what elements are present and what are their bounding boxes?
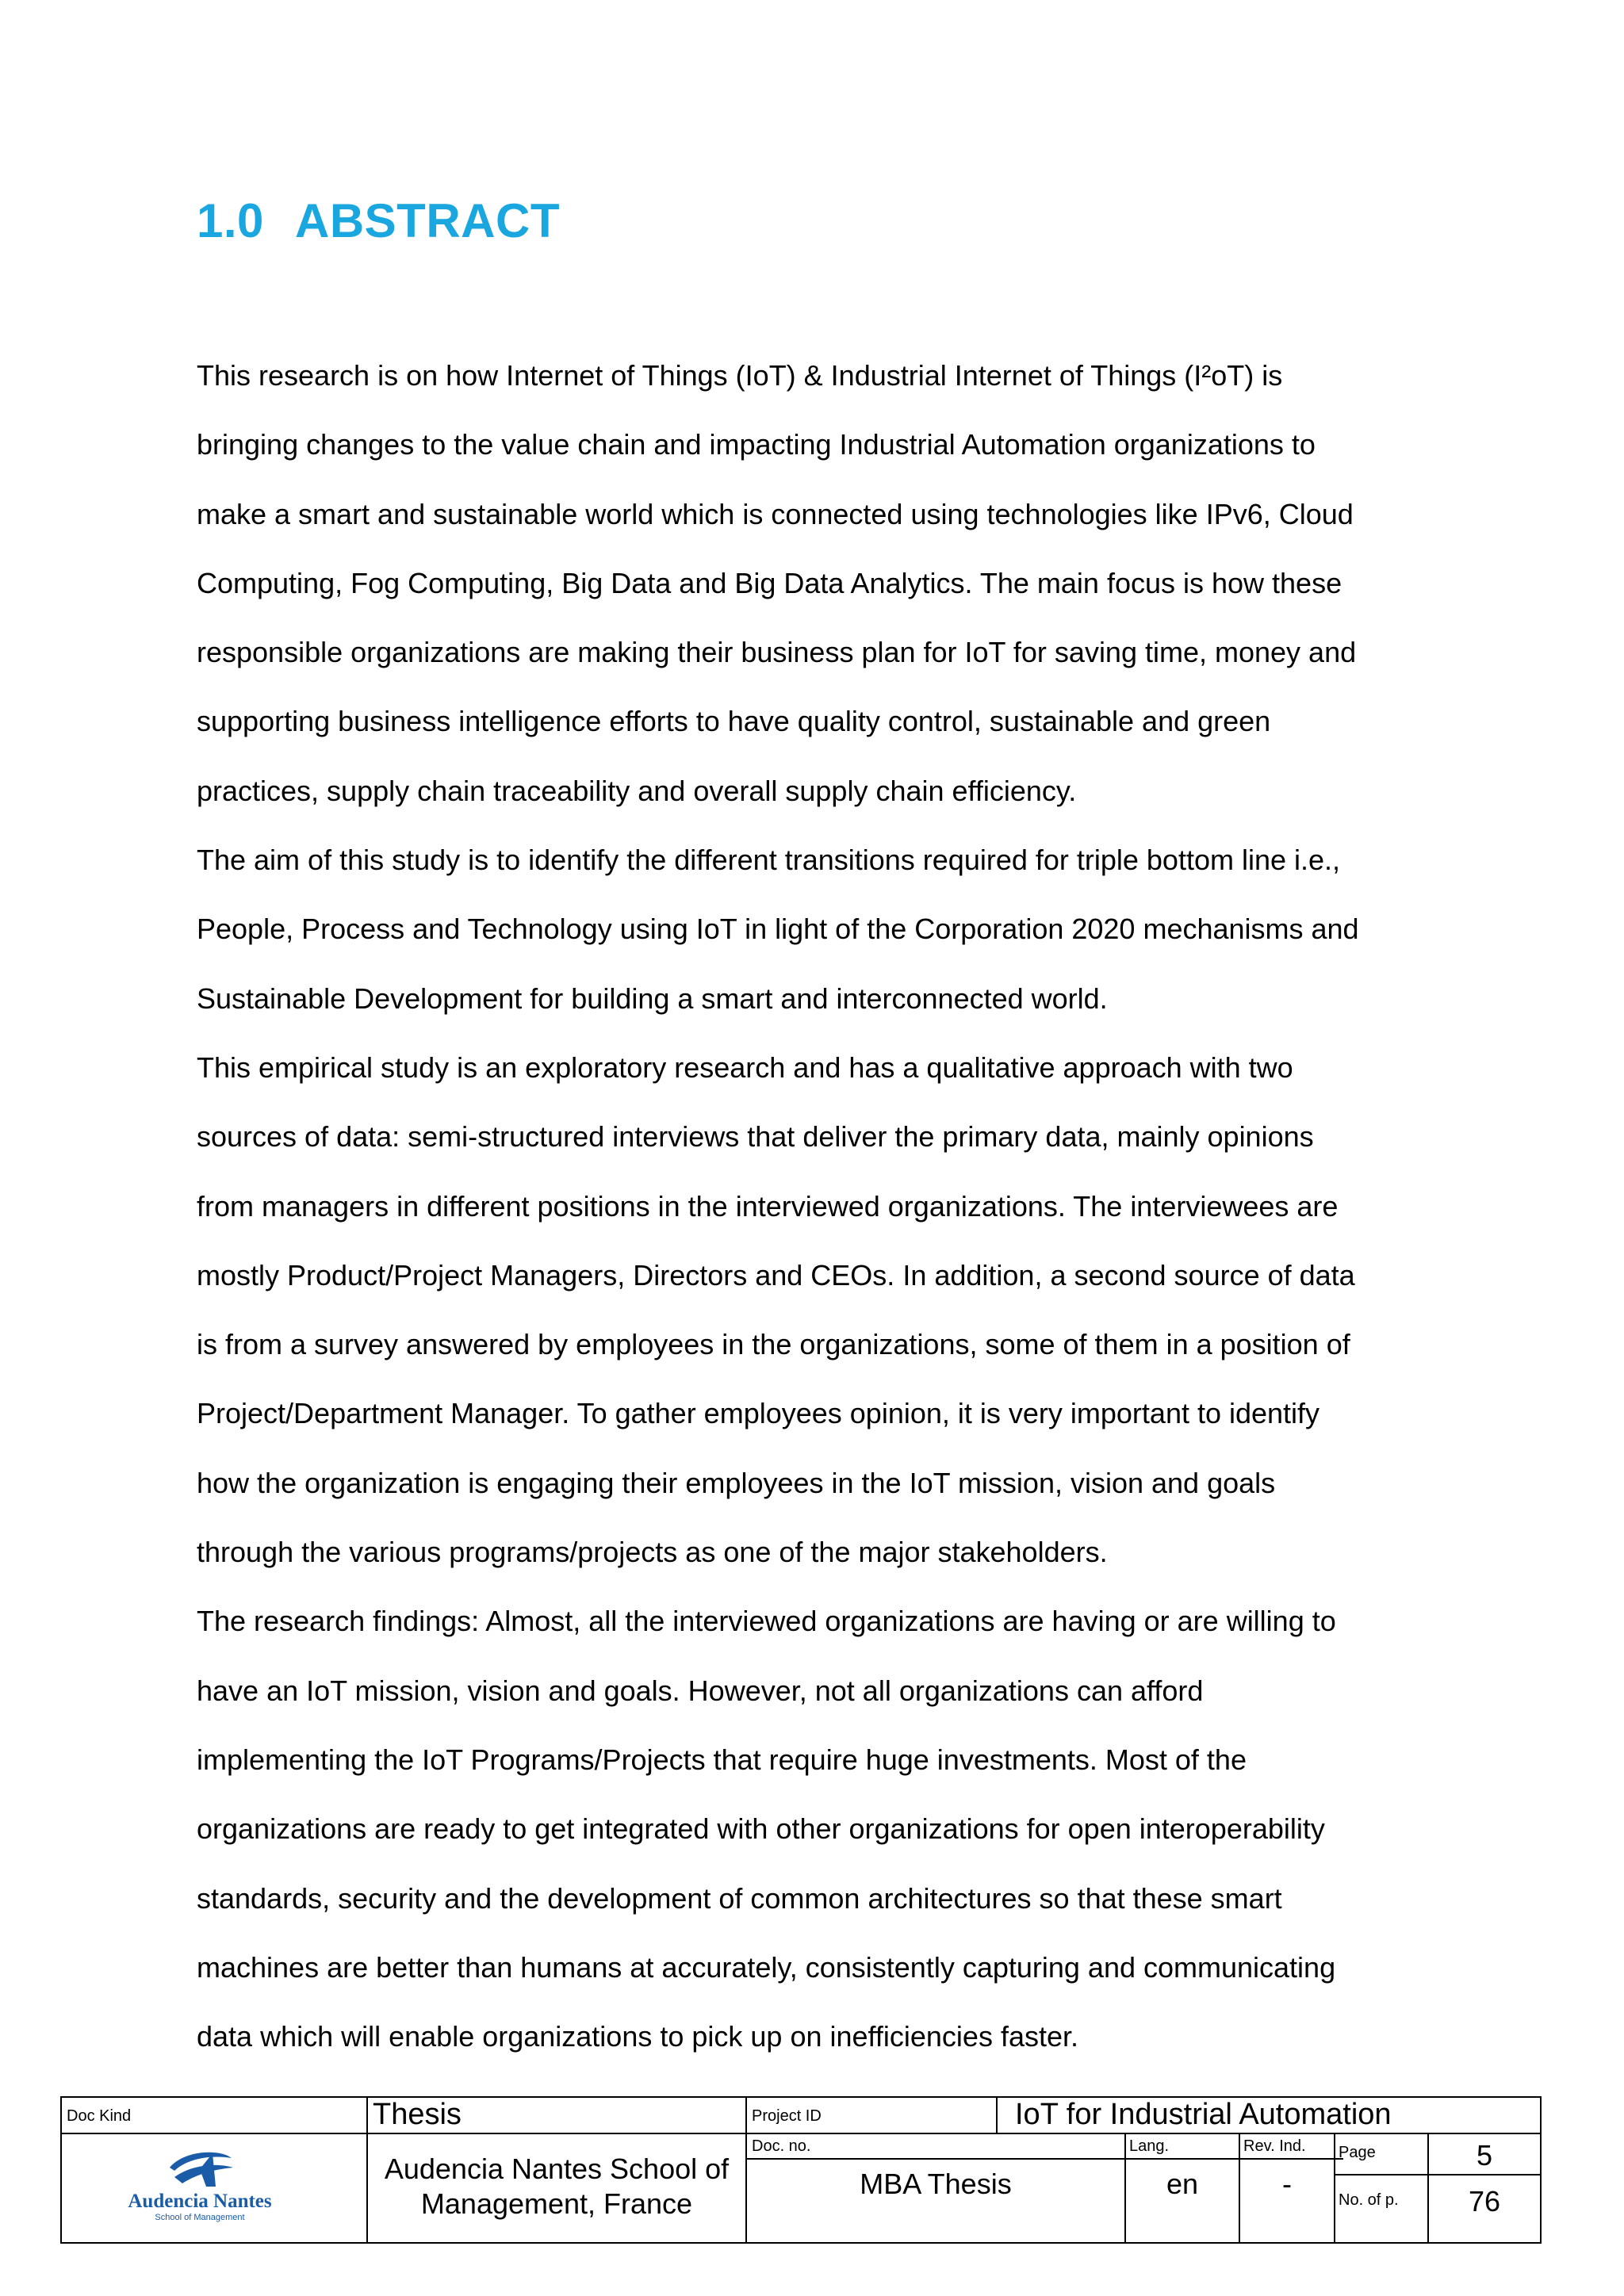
rev-label: Rev. Ind. (1243, 2137, 1306, 2155)
abstract-line: Sustainable Development for building a smart and interconnected world. (197, 982, 1108, 1015)
page-label: Page (1339, 2144, 1376, 2161)
audencia-logo-icon (81, 2145, 319, 2225)
doc-kind-label: Doc Kind (67, 2107, 132, 2125)
document-footer-table (60, 2096, 1542, 2244)
doc-no-label: Doc. no. (752, 2137, 811, 2155)
abstract-line: responsible organizations are making their business plan for IoT for saving time, money and (197, 636, 1357, 669)
abstract-line: The research findings: Almost, all the interviewed organizations are having or are willing to (197, 1605, 1336, 1638)
abstract-line: data which will enable organizations to pick up on inefficiencies faster. (197, 2020, 1078, 2053)
rev-value: - (1282, 2168, 1292, 2200)
abstract-line: This empirical study is an exploratory research and has a qualitative approach with two (197, 1050, 1293, 1084)
section-number: 1.0 (197, 194, 264, 247)
section-title: ABSTRACT (295, 194, 560, 247)
abstract-line: mostly Product/Project Managers, Directors and CEOs. In addition, a second source of data (197, 1258, 1355, 1292)
abstract-line: supporting business intelligence efforts to have quality control, sustainable and green (197, 705, 1271, 738)
abstract-line: machines are better than humans at accurately, consistently capturing and communicating (197, 1950, 1336, 1984)
abstract-line: from managers in different positions in the interviewed organizations. The interviewees are (197, 1189, 1339, 1223)
abstract-line: This research is on how Internet of Things (IoT) & Industrial Internet of Things (I²oT) is (197, 359, 1283, 392)
abstract-line: is from a survey answered by employees in the organizations, some of them in a position of (197, 1328, 1350, 1361)
abstract-line: The aim of this study is to identify the different transitions required for triple bottom line i.e., (197, 844, 1341, 877)
abstract-line: standards, security and the development of common architectures so that these smart (197, 1881, 1282, 1915)
abstract-line: how the organization is engaging their employees in the IoT mission, vision and goals (197, 1466, 1276, 1499)
abstract-line: sources of data: semi-structured interviews that deliver the primary data, mainly opinions (197, 1120, 1314, 1154)
doc-kind-value: Thesis (373, 2098, 462, 2131)
abstract-line: People, Process and Technology using IoT in light of the Corporation 2020 mechanisms and (197, 913, 1359, 946)
abstract-line: Computing, Fog Computing, Big Data and Big Data Analytics. The main focus is how these (197, 566, 1342, 599)
abstract-line: Project/Department Manager. To gather employees opinion, it is very important to identify (197, 1397, 1320, 1430)
abstract-line: through the various programs/projects as one of the major stakeholders. (197, 1536, 1108, 1569)
audencia-logo (81, 2145, 319, 2225)
doc-no-value: MBA Thesis (860, 2168, 1012, 2200)
page-count-value: 76 (1468, 2185, 1501, 2218)
project-id-value: IoT for Industrial Automation (1015, 2098, 1392, 2131)
page-count-label: No. of p. (1339, 2191, 1399, 2209)
abstract-line: organizations are ready to get integrated with other organizations for open interoperability (197, 1812, 1325, 1846)
lang-label: Lang. (1129, 2137, 1170, 2155)
abstract-line: have an IoT mission, vision and goals. However, not all organizations can afford (197, 1674, 1204, 1707)
abstract-line: make a smart and sustainable world which is connected using technologies like IPv6, Cloud (197, 497, 1354, 530)
abstract-line: implementing the IoT Programs/Projects that require huge investments. Most of the (197, 1743, 1247, 1776)
project-id-label: Project ID (752, 2107, 822, 2125)
page-value: 5 (1476, 2139, 1493, 2172)
abstract-line: practices, supply chain traceability and overall supply chain efficiency. (197, 774, 1077, 807)
section-heading (197, 193, 560, 248)
institution-name: Audencia Nantes School of Management, France (384, 2152, 730, 2220)
abstract-body (197, 341, 1450, 2071)
logo-name-text: Audencia Nantes (128, 2191, 272, 2212)
abstract-line: bringing changes to the value chain and impacting Industrial Automation organizations to (197, 428, 1316, 461)
lang-value: en (1166, 2168, 1199, 2200)
logo-sub-text: School of Management (155, 2213, 245, 2222)
